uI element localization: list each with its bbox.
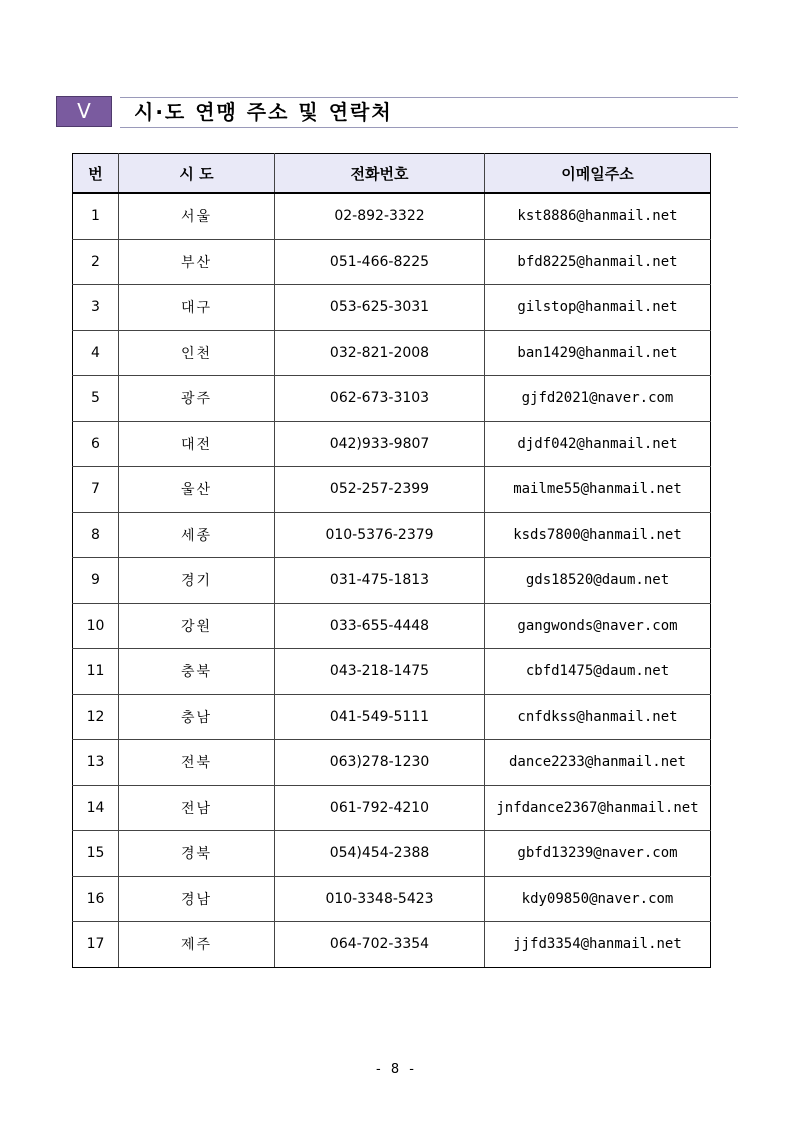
row-number-cell: 12 bbox=[73, 694, 119, 740]
table-row bbox=[73, 285, 711, 331]
contacts-table bbox=[72, 153, 711, 968]
email-cell: gbfd13239@naver.com bbox=[485, 831, 711, 877]
section-number-badge: V bbox=[56, 96, 112, 127]
phone-cell: 062-673-3103 bbox=[275, 376, 485, 422]
table-row bbox=[73, 876, 711, 922]
table-row bbox=[73, 421, 711, 467]
phone-cell: 02-892-3322 bbox=[275, 193, 485, 239]
row-number-cell: 3 bbox=[73, 285, 119, 331]
region-cell: 제주 bbox=[119, 922, 275, 968]
email-cell: gangwonds@naver.com bbox=[485, 603, 711, 649]
phone-cell: 032-821-2008 bbox=[275, 330, 485, 376]
phone-cell: 042)933-9807 bbox=[275, 421, 485, 467]
phone-cell: 053-625-3031 bbox=[275, 285, 485, 331]
email-cell: cnfdkss@hanmail.net bbox=[485, 694, 711, 740]
table-header-row bbox=[73, 154, 711, 194]
phone-cell: 061-792-4210 bbox=[275, 785, 485, 831]
region-cell: 부산 bbox=[119, 239, 275, 285]
region-cell: 서울 bbox=[119, 193, 275, 239]
email-cell: kst8886@hanmail.net bbox=[485, 193, 711, 239]
row-number-cell: 13 bbox=[73, 740, 119, 786]
region-cell: 세종 bbox=[119, 512, 275, 558]
email-cell: jjfd3354@hanmail.net bbox=[485, 922, 711, 968]
region-cell: 강원 bbox=[119, 603, 275, 649]
phone-cell: 063)278-1230 bbox=[275, 740, 485, 786]
email-cell: bfd8225@hanmail.net bbox=[485, 239, 711, 285]
table-row bbox=[73, 831, 711, 877]
table-row bbox=[73, 785, 711, 831]
column-header-no: 번 bbox=[73, 154, 119, 194]
header-rule-bottom bbox=[120, 127, 738, 128]
column-header-email: 이메일주소 bbox=[485, 154, 711, 194]
table-body bbox=[73, 193, 711, 967]
table-row bbox=[73, 512, 711, 558]
row-number-cell: 14 bbox=[73, 785, 119, 831]
table-row bbox=[73, 603, 711, 649]
row-number-cell: 11 bbox=[73, 649, 119, 695]
row-number-cell: 1 bbox=[73, 193, 119, 239]
row-number-cell: 16 bbox=[73, 876, 119, 922]
email-cell: gjfd2021@naver.com bbox=[485, 376, 711, 422]
phone-cell: 031-475-1813 bbox=[275, 558, 485, 604]
row-number-cell: 17 bbox=[73, 922, 119, 968]
email-cell: gilstop@hanmail.net bbox=[485, 285, 711, 331]
table-row bbox=[73, 193, 711, 239]
row-number-cell: 9 bbox=[73, 558, 119, 604]
region-cell: 대구 bbox=[119, 285, 275, 331]
region-cell: 전북 bbox=[119, 740, 275, 786]
region-cell: 충남 bbox=[119, 694, 275, 740]
region-cell: 경남 bbox=[119, 876, 275, 922]
email-cell: djdf042@hanmail.net bbox=[485, 421, 711, 467]
table-row bbox=[73, 740, 711, 786]
region-cell: 경기 bbox=[119, 558, 275, 604]
region-cell: 광주 bbox=[119, 376, 275, 422]
region-cell: 전남 bbox=[119, 785, 275, 831]
phone-cell: 041-549-5111 bbox=[275, 694, 485, 740]
region-cell: 대전 bbox=[119, 421, 275, 467]
table-row bbox=[73, 649, 711, 695]
region-cell: 인천 bbox=[119, 330, 275, 376]
row-number-cell: 2 bbox=[73, 239, 119, 285]
phone-cell: 010-5376-2379 bbox=[275, 512, 485, 558]
table-row bbox=[73, 467, 711, 513]
row-number-cell: 15 bbox=[73, 831, 119, 877]
phone-cell: 010-3348-5423 bbox=[275, 876, 485, 922]
phone-cell: 043-218-1475 bbox=[275, 649, 485, 695]
region-cell: 충북 bbox=[119, 649, 275, 695]
section-title: 시·도 연맹 주소 및 연락처 bbox=[134, 100, 393, 124]
table-row bbox=[73, 922, 711, 968]
email-cell: mailme55@hanmail.net bbox=[485, 467, 711, 513]
table-row bbox=[73, 330, 711, 376]
row-number-cell: 10 bbox=[73, 603, 119, 649]
row-number-cell: 6 bbox=[73, 421, 119, 467]
table-row bbox=[73, 239, 711, 285]
row-number-cell: 7 bbox=[73, 467, 119, 513]
phone-cell: 033-655-4448 bbox=[275, 603, 485, 649]
row-number-cell: 8 bbox=[73, 512, 119, 558]
column-header-region: 시 도 bbox=[119, 154, 275, 194]
table-row bbox=[73, 376, 711, 422]
row-number-cell: 5 bbox=[73, 376, 119, 422]
email-cell: jnfdance2367@hanmail.net bbox=[485, 785, 711, 831]
table-row bbox=[73, 694, 711, 740]
phone-cell: 064-702-3354 bbox=[275, 922, 485, 968]
region-cell: 경북 bbox=[119, 831, 275, 877]
email-cell: dance2233@hanmail.net bbox=[485, 740, 711, 786]
row-number-cell: 4 bbox=[73, 330, 119, 376]
email-cell: gds18520@daum.net bbox=[485, 558, 711, 604]
page-number: - 8 - bbox=[376, 1062, 417, 1077]
email-cell: kdy09850@naver.com bbox=[485, 876, 711, 922]
phone-cell: 054)454-2388 bbox=[275, 831, 485, 877]
section-header bbox=[56, 96, 738, 129]
email-cell: cbfd1475@daum.net bbox=[485, 649, 711, 695]
table-row bbox=[73, 558, 711, 604]
email-cell: ksds7800@hanmail.net bbox=[485, 512, 711, 558]
email-cell: ban1429@hanmail.net bbox=[485, 330, 711, 376]
phone-cell: 052-257-2399 bbox=[275, 467, 485, 513]
column-header-phone: 전화번호 bbox=[275, 154, 485, 194]
phone-cell: 051-466-8225 bbox=[275, 239, 485, 285]
region-cell: 울산 bbox=[119, 467, 275, 513]
